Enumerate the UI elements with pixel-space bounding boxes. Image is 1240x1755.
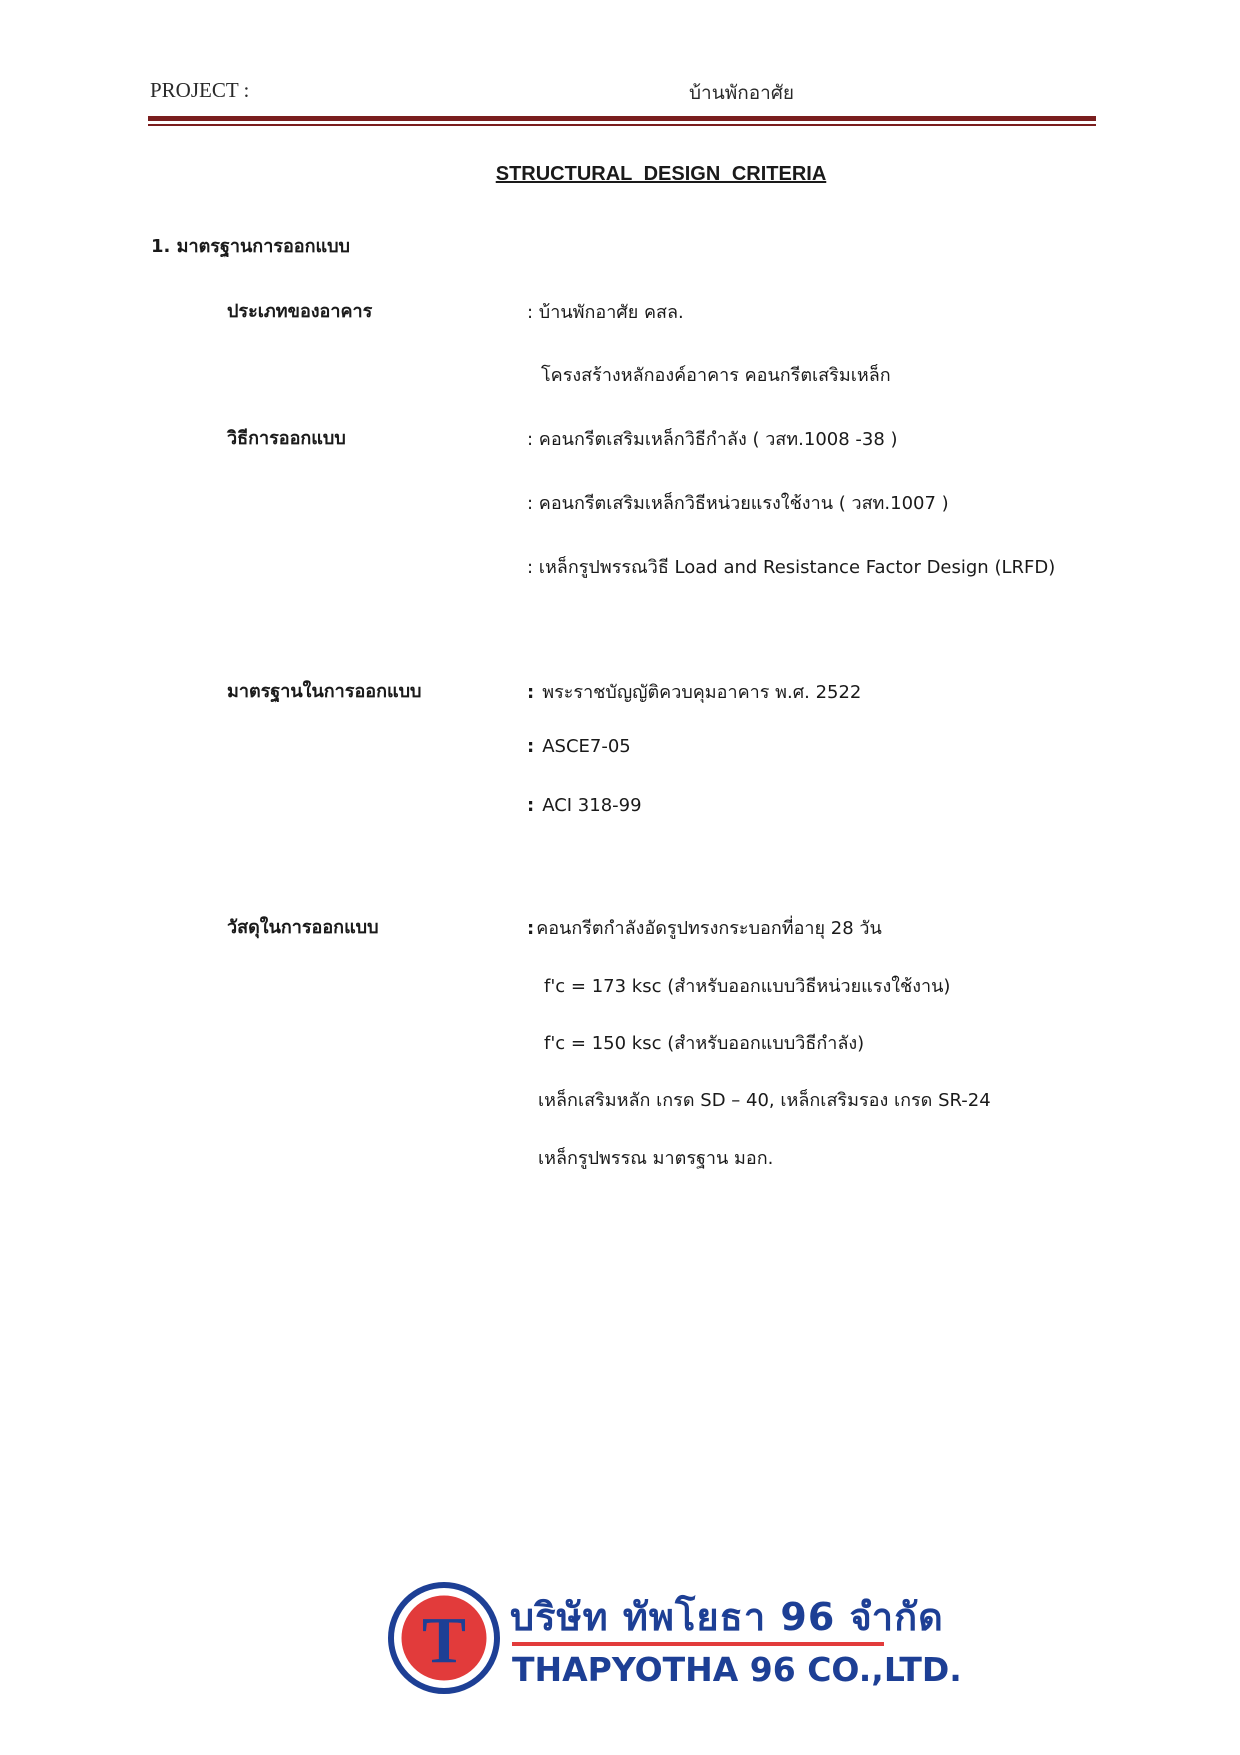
building-type-value: : บ้านพักอาศัย คสล.	[527, 302, 684, 323]
design-standard-3: : ACI 318-99	[527, 795, 642, 816]
company-logo-icon	[388, 1582, 500, 1694]
design-method-line-2: : คอนกรีตเสริมเหล็กวิธีหน่วยแรงใช้งาน ( วสท.1007 )	[527, 493, 949, 514]
project-name: บ้านพักอาศัย	[689, 82, 795, 104]
document-title: STRUCTURAL DESIGN CRITERIA	[495, 163, 827, 185]
company-name-english: THAPYOTHA 96 CO.,LTD.	[512, 1650, 962, 1689]
logo-letter: T	[421, 1604, 467, 1677]
material-steel: เหล็กรูปพรรณ มาตรฐาน มอก.	[538, 1148, 774, 1169]
section-heading: 1. มาตรฐานการออกแบบ	[151, 236, 350, 257]
company-logo	[388, 1582, 962, 1694]
material-fc-strength: f'c = 150 ksc (สำหรับออกแบบวิธีกำลัง)	[544, 1033, 865, 1054]
material-rebar: เหล็กเสริมหลัก เกรด SD – 40, เหล็กเสริมรอง เกรด SR-24	[538, 1090, 991, 1111]
design-method-line-3: : เหล็กรูปพรรณวิธี Load and Resistance Factor Design (LRFD)	[527, 557, 1056, 578]
design-method-line-1: : คอนกรีตเสริมเหล็กวิธีกำลัง ( วสท.1008 -38 )	[527, 429, 898, 450]
design-method-label: วิธีการออกแบบ	[227, 428, 346, 449]
design-standard-2: : ASCE7-05	[527, 736, 631, 757]
logo-divider	[512, 1642, 884, 1646]
design-standards-label: มาตรฐานในการออกแบบ	[227, 681, 422, 702]
project-label: PROJECT :	[150, 78, 250, 102]
material-fc-working: f'c = 173 ksc (สำหรับออกแบบวิธีหน่วยแรงใช้งาน)	[544, 976, 951, 997]
building-type-structure: โครงสร้างหลักองค์อาคาร คอนกรีตเสริมเหล็ก	[541, 365, 891, 386]
header-rule	[148, 116, 1096, 121]
design-materials-label: วัสดุในการออกแบบ	[227, 917, 379, 938]
project-header	[150, 78, 795, 104]
material-concrete: : คอนกรีตกำลังอัดรูปทรงกระบอกที่อายุ 28 วัน	[527, 918, 882, 939]
header-rule-thin	[148, 124, 1096, 126]
design-standard-1: : พระราชบัญญัติควบคุมอาคาร พ.ศ. 2522	[527, 682, 862, 703]
building-type-label: ประเภทของอาคาร	[227, 301, 373, 322]
company-name-thai: บริษัท ทัพโยธา 96 จำกัด	[510, 1595, 944, 1639]
